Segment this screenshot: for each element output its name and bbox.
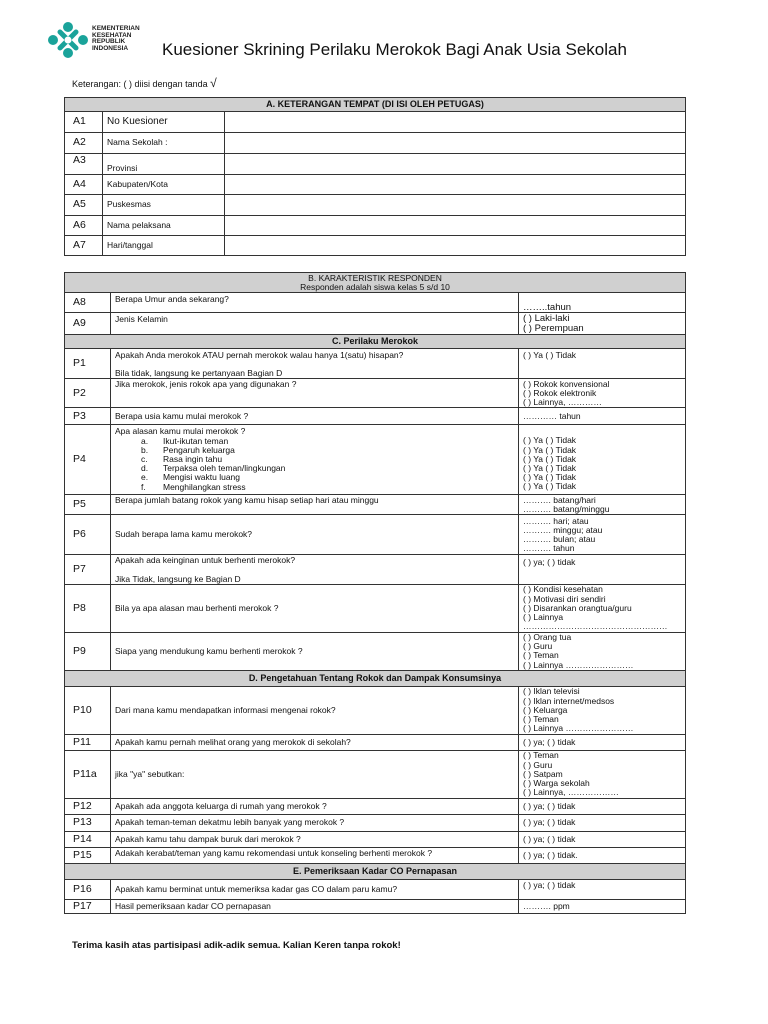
answer-p2-options[interactable] (519, 379, 686, 408)
answer-p11a-options[interactable] (519, 750, 686, 798)
option[interactable]: ( ) Guru (523, 641, 553, 652)
footer-thanks: Terima kasih atas partisipasi adik-adik semua. Kalian Keren tanpa rokok! (72, 940, 401, 951)
answer-p11[interactable]: ( ) ya; ( ) tidak (519, 734, 686, 750)
logo-line: KEMENTERIAN (92, 25, 140, 32)
option[interactable]: ( ) Teman (523, 750, 559, 761)
row-code: A8 (65, 293, 111, 313)
item-letter: e. (141, 472, 149, 483)
row-label: Provinsi (103, 154, 225, 175)
page-title: Kuesioner Skrining Perilaku Merokok Bagi Anak Usia Sekolah (162, 40, 627, 59)
question-text: Apakah kamu pernah melihat orang yang merokok di sekolah? (111, 734, 519, 750)
question-text: Siapa yang mendukung kamu berhenti merokok ? (111, 632, 519, 670)
row-label: Nama Sekolah : (103, 133, 225, 154)
row-code: P4 (65, 425, 111, 495)
option-yes-no[interactable]: ( ) Ya ( ) Tidak (523, 481, 577, 492)
row-label: Hari/tanggal (103, 236, 225, 256)
row-code: P15 (65, 847, 111, 863)
row-code: P10 (65, 686, 111, 734)
option[interactable]: ………. batang/minggu (523, 503, 610, 514)
question-text: Apakah kamu tahu dampak buruk dari merokok ? (111, 831, 519, 847)
row-code: P6 (65, 515, 111, 555)
row-code: P12 (65, 798, 111, 814)
answer-field-no-kuesioner[interactable] (225, 112, 686, 133)
option-yes-no[interactable]: ( ) Ya ( ) Tidak (523, 472, 577, 483)
row-code: A4 (65, 175, 103, 195)
option-yes-no[interactable]: ( ) Ya ( ) Tidak (523, 444, 577, 455)
item-letter: a. (141, 435, 149, 446)
row-label: Puskesmas (103, 195, 225, 216)
option[interactable]: ( ) Lainnya (523, 611, 564, 622)
question-text: Sudah berapa lama kamu merokok? (111, 515, 519, 555)
answer-p15[interactable]: ( ) ya; ( ) tidak. (519, 847, 686, 863)
answer-field-nama-pelaksana[interactable] (225, 216, 686, 236)
answer-field-hari-tanggal[interactable] (225, 236, 686, 256)
answer-p3[interactable]: ………… tahun (519, 408, 686, 425)
question-text: Apa alasan kamu mulai merokok ? (115, 426, 246, 437)
question-text: Jenis Kelamin (111, 313, 519, 335)
option[interactable]: ( ) Kondisi kesehatan (523, 584, 603, 595)
answer-p1[interactable]: ( ) Ya ( ) Tidak (519, 349, 686, 379)
answer-age[interactable]: ……..tahun (519, 293, 686, 313)
option[interactable]: ( ) Lainnya, ………… (523, 397, 602, 407)
answer-p7[interactable]: ( ) ya; ( ) tidak (519, 555, 686, 584)
option[interactable]: ( ) Lainnya, ……………… (523, 787, 619, 798)
option[interactable]: ( ) Lainnya …………………… (523, 659, 634, 670)
item-letter: f. (141, 481, 146, 492)
question-text: Berapa Umur anda sekarang? (111, 293, 519, 313)
question-text: Dari mana kamu mendapatkan informasi mengenai rokok? (111, 686, 519, 734)
answer-p5-options[interactable] (519, 495, 686, 515)
answer-field-puskesmas[interactable] (225, 195, 686, 216)
row-code: A3 (65, 154, 103, 175)
answer-field-provinsi[interactable] (225, 154, 686, 175)
item-letter: c. (141, 454, 148, 465)
row-code: P5 (65, 495, 111, 515)
question-text: Berapa jumlah batang rokok yang kamu hisap setiap hari atau minggu (111, 495, 519, 515)
section-d-header: D. Pengetahuan Tentang Rokok dan Dampak Konsumsinya (65, 670, 686, 686)
question-note: Jika Tidak, langsung ke Bagian D (115, 573, 241, 584)
option-yes-no[interactable]: ( ) Ya ( ) Tidak (523, 453, 577, 464)
option-yes-no[interactable]: ( ) Ya ( ) Tidak (523, 435, 577, 446)
answer-p12[interactable]: ( ) ya; ( ) tidak (519, 798, 686, 814)
row-code: P3 (65, 408, 111, 425)
header (46, 20, 736, 70)
section-c-header: C. Perilaku Merokok (65, 335, 686, 349)
answer-field-nama-sekolah[interactable] (225, 133, 686, 154)
item-text: Menghilangkan stress (163, 481, 246, 492)
option[interactable]: ………. tahun (523, 543, 575, 554)
answer-p13[interactable]: ( ) ya; ( ) tidak (519, 814, 686, 831)
section-b-header (65, 273, 686, 293)
question-text: Apakah teman-teman dekatmu lebih banyak yang merokok ? (111, 814, 519, 831)
option[interactable]: ( ) Satpam (523, 768, 563, 779)
row-code: P16 (65, 879, 111, 899)
instruction-note (72, 76, 217, 90)
question-p7 (111, 555, 519, 584)
check-mark: √ (210, 76, 217, 90)
question-text: Jika merokok, jenis rokok apa yang digunakan ? (111, 379, 519, 408)
answer-p6-options[interactable] (519, 515, 686, 555)
row-code: P17 (65, 899, 111, 913)
option[interactable]: ( ) Lainnya …………………… (523, 723, 634, 734)
row-label: Nama pelaksana (103, 216, 225, 236)
row-code: P11 (65, 734, 111, 750)
section-b-subtitle: Responden adalah siswa kelas 5 s/d 10 (300, 281, 450, 292)
logo-line: REPUBLIK (92, 38, 126, 45)
row-code: P8 (65, 584, 111, 632)
row-code: A5 (65, 195, 103, 216)
option[interactable]: ( ) Warga sekolah (523, 777, 590, 788)
item-letter: d. (141, 463, 149, 474)
item-text: Rasa ingin tahu (163, 454, 223, 465)
option[interactable]: ………. batang/hari (523, 494, 596, 505)
option-yes-no[interactable]: ( ) Ya ( ) Tidak (523, 463, 577, 474)
question-text: Berapa usia kamu mulai merokok ? (111, 408, 519, 425)
option[interactable]: ( ) Teman (523, 713, 559, 724)
option[interactable]: ( ) Guru (523, 759, 553, 770)
question-text: Adakah kerabat/teman yang kamu rekomendasi untuk konseling berhenti merokok ? (111, 847, 519, 863)
question-p1 (111, 349, 519, 379)
question-text: jika "ya" sebutkan: (111, 750, 519, 798)
question-text: Hasil pemeriksaan kadar CO pernapasan (111, 899, 519, 913)
item-letter: b. (141, 444, 149, 455)
section-a-table (64, 97, 686, 256)
option[interactable]: ………. minggu; atau (523, 524, 603, 535)
option-laki-laki[interactable]: ( ) Laki-laki (523, 312, 570, 324)
option[interactable]: ( ) Keluarga (523, 704, 568, 715)
row-code: A9 (65, 313, 111, 335)
answer-p14[interactable]: ( ) ya; ( ) tidak (519, 831, 686, 847)
question-note: Bila tidak, langsung ke pertanyaan Bagian D (115, 368, 283, 379)
section-a-header: A. KETERANGAN TEMPAT (DI ISI OLEH PETUGAS) (65, 98, 686, 112)
option[interactable]: ( ) Rokok konvensional (523, 378, 610, 389)
row-label: Kabupaten/Kota (103, 175, 225, 195)
question-text: Apakah kamu berminat untuk memeriksa kadar gas CO dalam paru kamu? (111, 879, 519, 899)
questionnaire-table (64, 272, 686, 914)
item-text: Terpaksa oleh teman/lingkungan (163, 463, 286, 474)
row-code: A2 (65, 133, 103, 154)
row-code: P7 (65, 555, 111, 584)
question-text: Apakah Anda merokok ATAU pernah merokok walau hanya 1(satu) hisapan? (115, 350, 404, 360)
logo-text (92, 26, 140, 52)
reason-item (115, 483, 514, 492)
row-code: P14 (65, 831, 111, 847)
row-code: P13 (65, 814, 111, 831)
logo-line: KESEHATAN (92, 31, 132, 39)
answer-p16[interactable]: ( ) ya; ( ) tidak (519, 879, 686, 899)
answer-p17[interactable]: ………. ppm (519, 899, 686, 913)
note-text: Keterangan: ( ) diisi dengan tanda (72, 79, 208, 89)
answer-p10-options[interactable] (519, 686, 686, 734)
row-code: P2 (65, 379, 111, 408)
row-label: No Kuesioner (103, 112, 225, 133)
logo-line: INDONESIA (92, 44, 129, 52)
question-p4 (111, 425, 519, 495)
row-code: A1 (65, 112, 103, 133)
item-text: Ikut-ikutan teman (163, 435, 229, 446)
kemenkes-logo-icon (46, 20, 90, 60)
row-code: P11a (65, 750, 111, 798)
answer-p4-options[interactable] (519, 425, 686, 495)
option[interactable]: ( ) Disarankan orangtua/guru (523, 602, 632, 613)
option[interactable]: ( ) Orang tua (523, 632, 572, 642)
answer-gender-options[interactable] (519, 313, 686, 335)
option[interactable]: ( ) Motivasi diri sendiri (523, 593, 606, 604)
item-text: Mengisi waktu luang (163, 472, 241, 483)
option[interactable]: ………. hari; atau (523, 515, 589, 526)
option[interactable]: ( ) Iklan internet/medsos (523, 695, 615, 706)
question-text: Bila ya apa alasan mau berhenti merokok ? (111, 584, 519, 632)
row-code: P9 (65, 632, 111, 670)
option-blank[interactable]: …………………………………………… (523, 621, 668, 632)
option[interactable]: ( ) Rokok elektronik (523, 387, 597, 398)
section-b-title: B. KARAKTERISTIK RESPONDEN (308, 272, 442, 283)
row-code: P1 (65, 349, 111, 379)
option-perempuan[interactable]: ( ) Perempuan (523, 322, 584, 334)
question-text: Apakah ada anggota keluarga di rumah yang merokok ? (111, 798, 519, 814)
row-code: A6 (65, 216, 103, 236)
option[interactable]: ( ) Teman (523, 650, 559, 661)
answer-p9-options[interactable] (519, 632, 686, 670)
option[interactable]: ………. bulan; atau (523, 533, 596, 544)
item-text: Pengaruh keluarga (163, 444, 235, 455)
answer-field-kabupaten[interactable] (225, 175, 686, 195)
option[interactable]: ( ) Iklan televisi (523, 686, 580, 697)
section-e-header: E. Pemeriksaan Kadar CO Pernapasan (65, 863, 686, 879)
question-text: Apakah ada keinginan untuk berhenti merokok? (115, 555, 296, 566)
row-code: A7 (65, 236, 103, 256)
answer-p8-options[interactable] (519, 584, 686, 632)
